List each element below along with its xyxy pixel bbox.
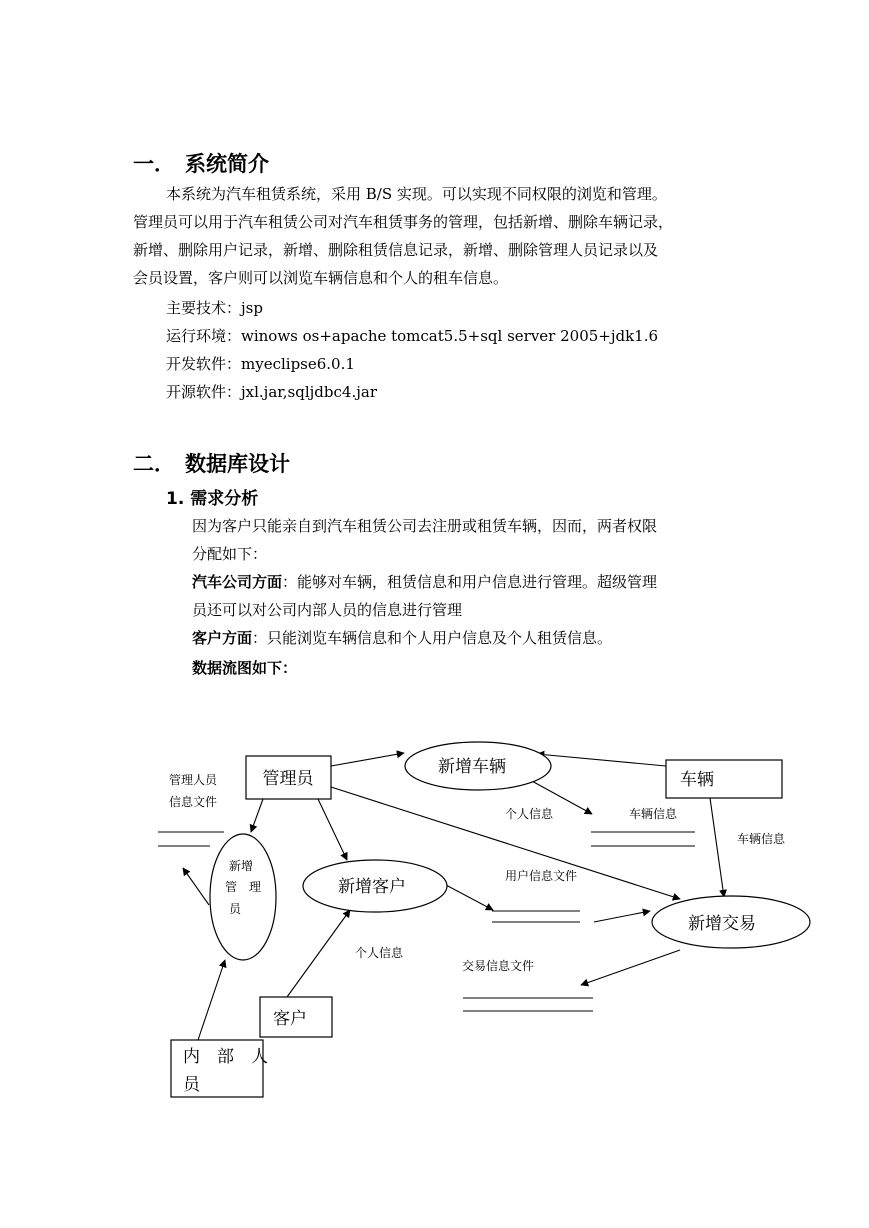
requirements-line: 分配如下： bbox=[192, 545, 268, 563]
section-title: 系统简介 bbox=[185, 152, 269, 176]
entity-internal-staff-1: 内 部 人 bbox=[183, 1047, 268, 1067]
flow-internal-to-add-admin bbox=[198, 960, 225, 1040]
intro-line: 会员设置，客户则可以浏览车辆信息和个人的租车信息。 bbox=[133, 269, 509, 287]
process-add-admin-3: 员 bbox=[228, 902, 242, 916]
process-add-admin-2: 管 理 bbox=[224, 880, 262, 894]
store-user-file: 用户信息文件 bbox=[505, 869, 578, 883]
customer-text: ：只能浏览车辆信息和个人用户信息及个人租赁信息。 bbox=[252, 629, 613, 647]
requirements-line: 因为客户只能亲自到汽车租赁公司去注册或租赁车辆，因而，两者权限 bbox=[192, 517, 658, 535]
entity-customer: 客户 bbox=[273, 1009, 307, 1029]
entity-internal-staff-2: 员 bbox=[183, 1075, 200, 1095]
flow-vehicle-info: 车辆信息 bbox=[737, 832, 786, 846]
entity-vehicle: 车辆 bbox=[680, 770, 714, 790]
store-admin-file-2: 信息文件 bbox=[169, 795, 218, 809]
customer-label: 客户方面 bbox=[192, 629, 253, 647]
intro-line: 管理员可以用于汽车租赁公司对汽车租赁事务的管理，包括新增、删除车辆记录， bbox=[133, 213, 674, 231]
flow-personal-info-2: 个人信息 bbox=[355, 946, 404, 960]
spec-line: 开源软件：jxl.jar,sqljdbc4.jar bbox=[166, 383, 377, 401]
dfd-intro: 数据流图如下： bbox=[192, 659, 298, 677]
store-vehicle-info: 车辆信息 bbox=[629, 807, 678, 821]
store-transaction-file-lines bbox=[463, 998, 593, 1011]
intro-line: 本系统为汽车租赁系统，采用 B/S 实现。可以实现不同权限的浏览和管理。 bbox=[166, 185, 667, 203]
flow-customer-to-add-customer bbox=[287, 910, 350, 997]
flow-user-file-to-add-transaction bbox=[594, 911, 650, 922]
company-text: ：能够对车辆，租赁信息和用户信息进行管理。超级管理 bbox=[282, 573, 658, 591]
store-user-file-lines bbox=[492, 911, 580, 922]
section-number: 二． bbox=[133, 452, 175, 476]
process-add-transaction: 新增交易 bbox=[688, 914, 756, 934]
spec-line: 主要技术：jsp bbox=[166, 299, 263, 317]
store-admin-file-lines bbox=[158, 832, 224, 846]
flow-vehicle-to-add-transaction bbox=[710, 798, 724, 897]
flow-personal-info-1: 个人信息 bbox=[505, 807, 554, 821]
flow-admin-to-add-customer bbox=[318, 799, 347, 860]
process-add-admin-shape bbox=[210, 834, 276, 960]
intro-line: 新增、删除用户记录，新增、删除租赁信息记录，新增、删除管理人员记录以及 bbox=[133, 241, 659, 259]
entity-admin: 管理员 bbox=[262, 769, 314, 789]
section-number: 一． bbox=[133, 152, 175, 176]
flow-add-customer-to-user-file bbox=[446, 885, 493, 910]
process-add-vehicle: 新增车辆 bbox=[438, 757, 506, 777]
process-add-admin-1: 新增 bbox=[228, 859, 254, 873]
flow-admin-to-add-admin bbox=[251, 799, 263, 832]
flow-add-admin-to-admin-file bbox=[183, 868, 209, 905]
flow-admin-to-add-vehicle bbox=[331, 753, 404, 766]
store-vehicle-info-lines bbox=[591, 832, 695, 846]
company-permissions-cont: 员还可以对公司内部人员的信息进行管理 bbox=[192, 601, 463, 619]
process-add-customer: 新增客户 bbox=[338, 877, 406, 897]
spec-line: 开发软件：myeclipse6.0.1 bbox=[166, 355, 355, 373]
spec-line: 运行环境：winows os+apache tomcat5.5+sql server 2005+jdk1.6 bbox=[166, 327, 659, 345]
section-title: 数据库设计 bbox=[185, 452, 290, 476]
flow-add-transaction-to-transaction-file bbox=[581, 950, 680, 985]
store-transaction-file: 交易信息文件 bbox=[462, 959, 535, 973]
subsection-heading: 1. 需求分析 bbox=[166, 489, 259, 509]
flow-vehicle-to-add-vehicle bbox=[537, 754, 666, 766]
store-admin-file-1: 管理人员 bbox=[169, 773, 218, 787]
company-label: 汽车公司方面 bbox=[192, 573, 283, 591]
